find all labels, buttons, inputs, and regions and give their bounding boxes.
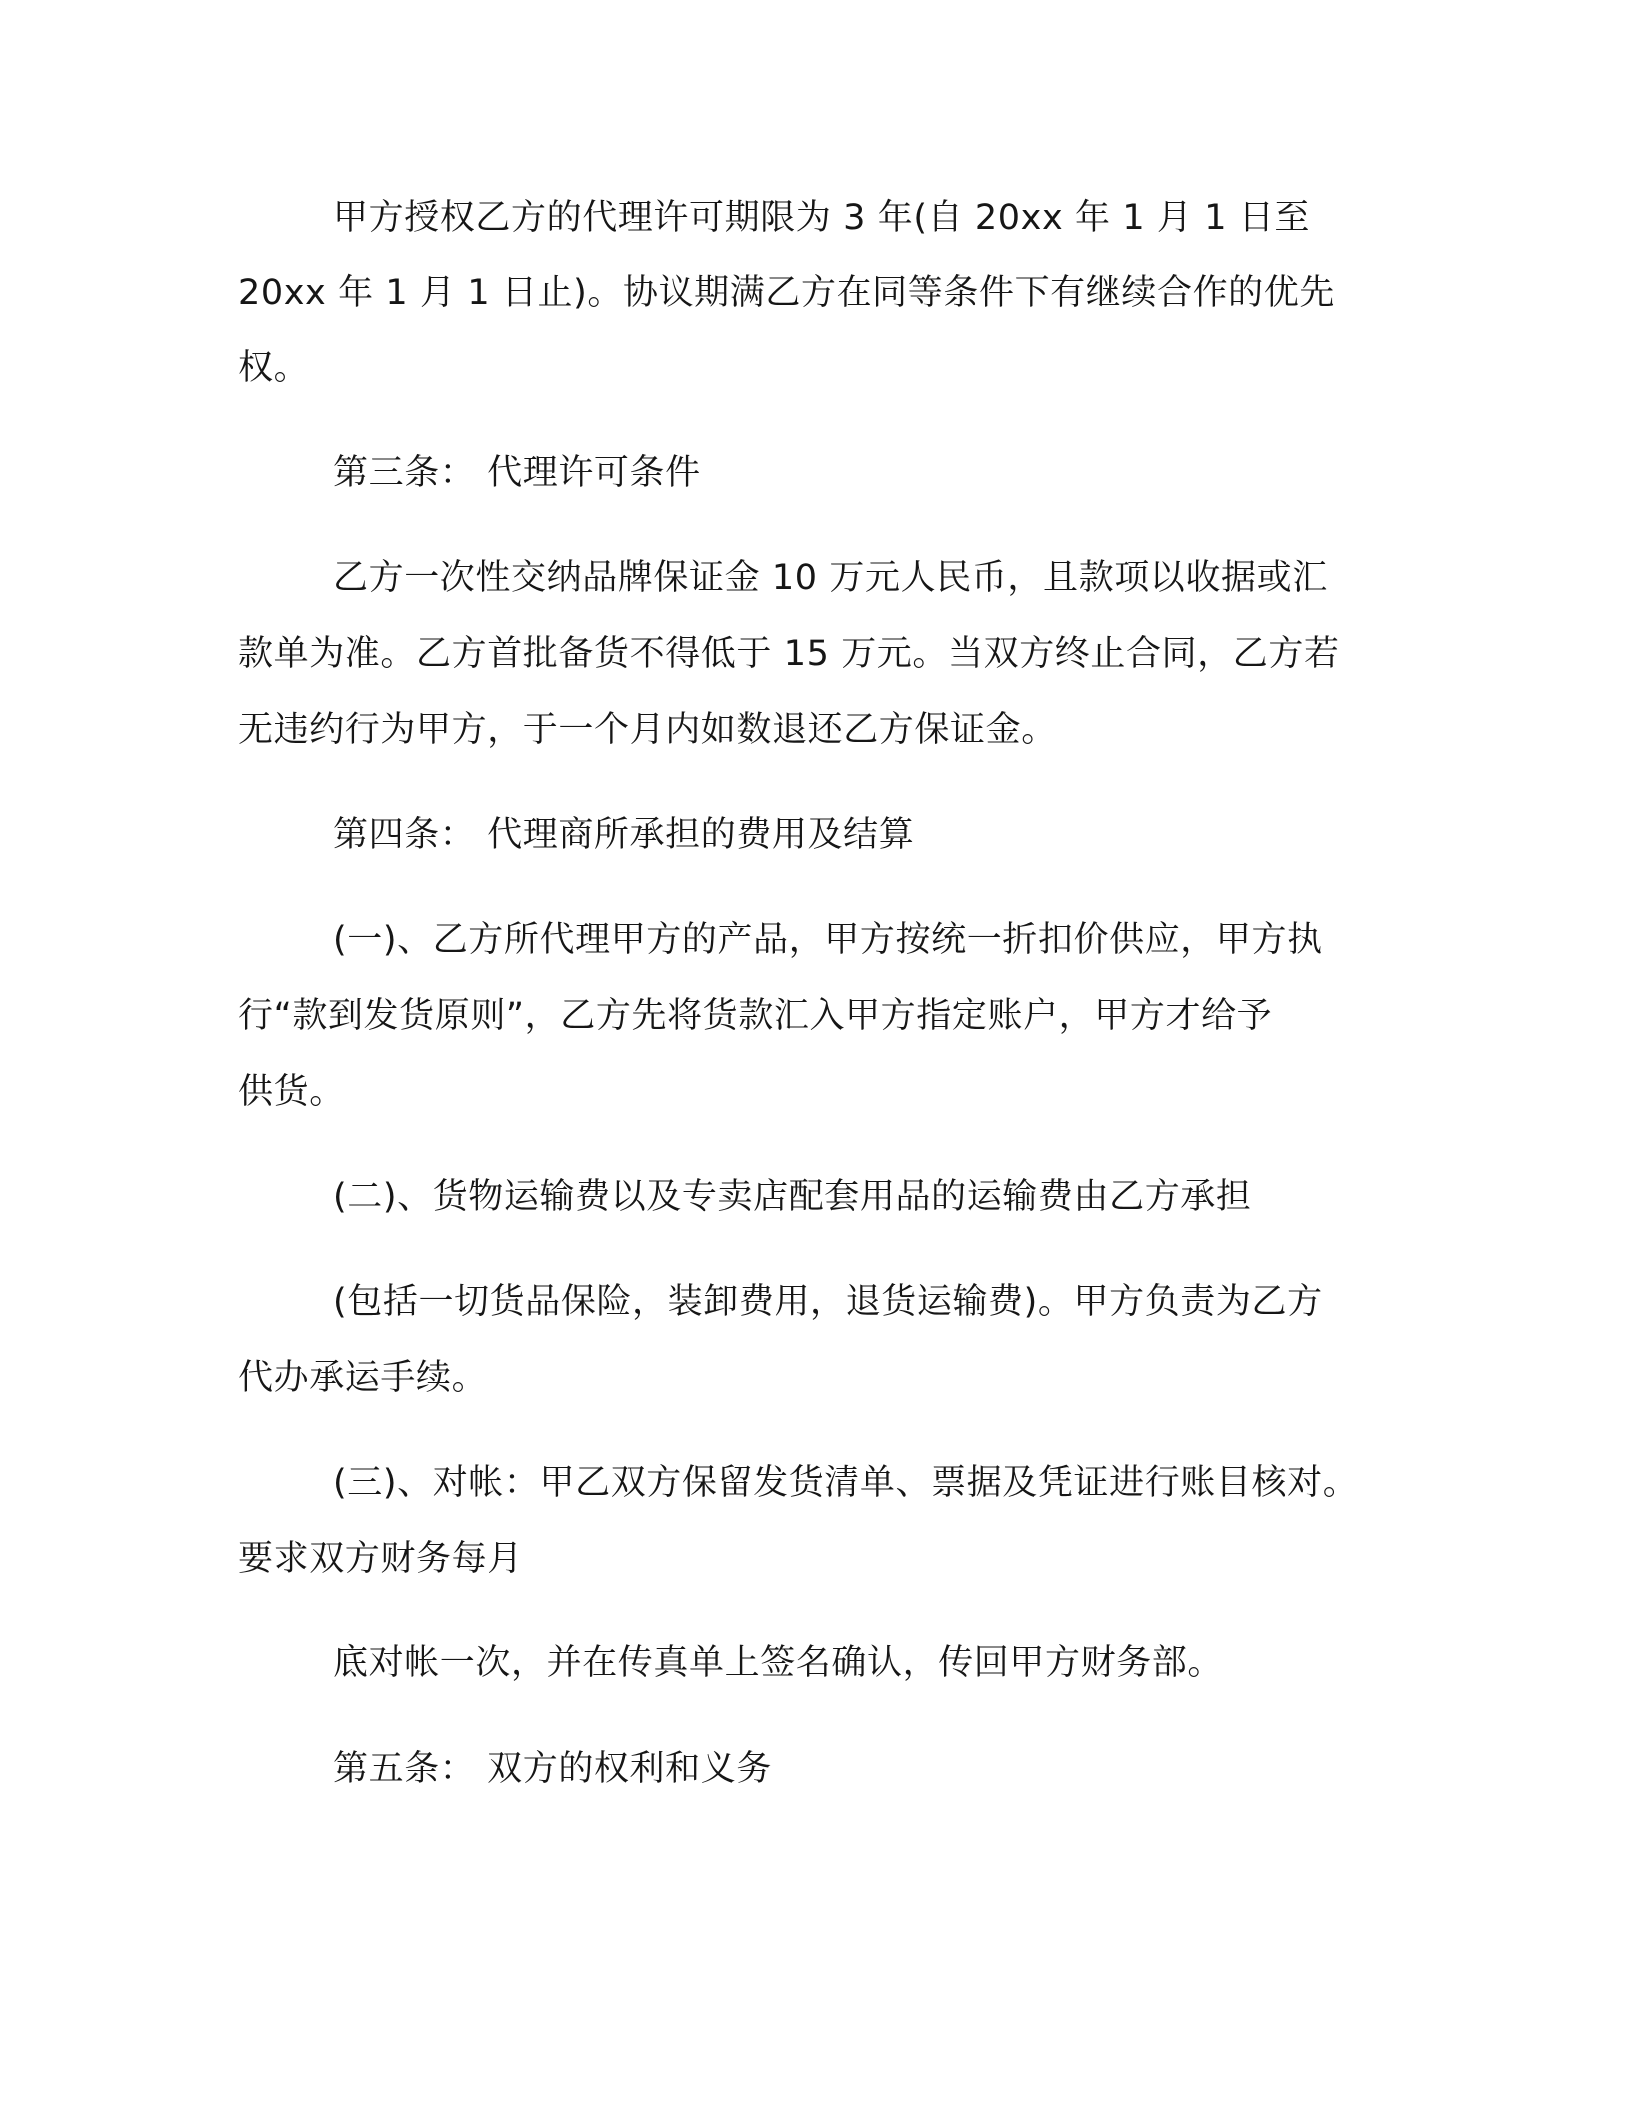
clause-1-line-2: 行“款到发货原则”，乙方先将货款汇入甲方指定账户，甲方才给予	[238, 996, 1273, 1036]
article-3-heading: 第三条： 代理许可条件	[333, 453, 701, 493]
clause-3-line-2: 要求双方财务每月	[238, 1539, 523, 1579]
clause-3-line-3: 底对帐一次，并在传真单上签名确认，传回甲方财务部。	[333, 1643, 1224, 1683]
paragraph-deposit-line-2: 款单为准。乙方首批备货不得低于 15 万元。当双方终止合同，乙方若	[238, 634, 1340, 674]
article-5-heading: 第五条： 双方的权利和义务	[333, 1749, 772, 1789]
paragraph-term-line-2: 20xx 年 1 月 1 日止)。协议期满乙方在同等条件下有继续合作的优先	[238, 273, 1335, 313]
paragraph-deposit-line-1: 乙方一次性交纳品牌保证金 10 万元人民币，且款项以收据或汇	[333, 558, 1328, 598]
clause-3-line-1: (三)、对帐：甲乙双方保留发货清单、票据及凭证进行账目核对。	[333, 1463, 1359, 1503]
clause-2-line-2: (包括一切货品保险，装卸费用，退货运输费)。甲方负责为乙方	[333, 1282, 1323, 1322]
paragraph-deposit-line-3: 无违约行为甲方，于一个月内如数退还乙方保证金。	[238, 710, 1057, 750]
clause-1-line-1: (一)、乙方所代理甲方的产品，甲方按统一折扣价供应，甲方执	[333, 920, 1323, 960]
article-4-heading: 第四条： 代理商所承担的费用及结算	[333, 815, 915, 855]
clause-1-line-3: 供货。	[238, 1072, 345, 1112]
clause-2-line-3: 代办承运手续。	[238, 1358, 488, 1398]
paragraph-term-line-3: 权。	[238, 348, 310, 388]
clause-2-line-1: (二)、货物运输费以及专卖店配套用品的运输费由乙方承担	[333, 1177, 1252, 1217]
paragraph-term-line-1: 甲方授权乙方的代理许可期限为 3 年(自 20xx 年 1 月 1 日至	[333, 198, 1311, 238]
